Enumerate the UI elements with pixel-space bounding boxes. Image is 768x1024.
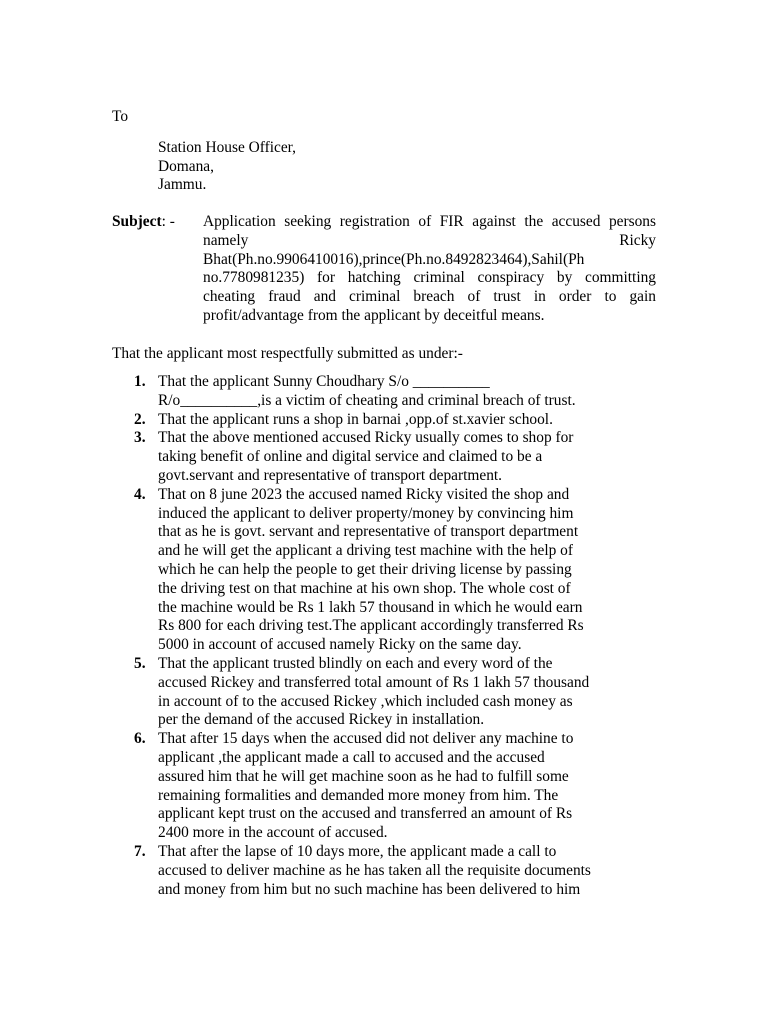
list-item bbox=[112, 411, 657, 430]
item-line: remaining formalities and demanded more money from him. The bbox=[158, 786, 559, 804]
item-line: 2400 more in the account of accused. bbox=[158, 824, 388, 842]
intro-paragraph: That the applicant most respectfully submitted as under:- bbox=[112, 345, 463, 362]
item-line: applicant kept trust on the accused and transferred an amount of Rs bbox=[158, 805, 573, 823]
item-line: accused Rickey and transferred total amount of Rs 1 lakh 57 thousand bbox=[158, 673, 590, 691]
addressee-line-3: Jammu. bbox=[158, 176, 207, 193]
list-item bbox=[112, 655, 657, 730]
subject-text: Application seeking registration of FIR against the accused persons namely Ricky Bhat(Ph.no.9906410016),prince(Ph.no.8492823464),Sahil(Ph no.7780981235) for hatching criminal conspiracy by committing cheating fraud and criminal breach of trust in order to gain profit/advantage from the applicant by deceitful means. bbox=[203, 213, 656, 324]
item-line: that as he is govt. servant and representative of transport department bbox=[158, 523, 579, 541]
item-line: the machine would be Rs 1 lakh 57 thousand in which he would earn bbox=[158, 598, 583, 616]
list-item bbox=[112, 486, 657, 655]
item-number: 5. bbox=[134, 654, 146, 672]
item-line: R/o__________,is a victim of cheating and criminal breach of trust. bbox=[158, 391, 576, 409]
item-line: and money from him but no such machine has been delivered to him bbox=[158, 880, 581, 898]
addressee-line-2: Domana, bbox=[158, 158, 214, 175]
item-line: 5000 in account of accused namely Ricky on the same day. bbox=[158, 636, 522, 654]
subject-separator: : - bbox=[161, 213, 175, 230]
item-number: 7. bbox=[134, 842, 146, 860]
item-number: 2. bbox=[134, 410, 146, 428]
item-line: and he will get the applicant a driving test machine with the help of bbox=[158, 542, 573, 560]
item-line: That after the lapse of 10 days more, the applicant made a call to bbox=[158, 842, 557, 860]
item-line: assured him that he will get machine soon as he had to fulfill some bbox=[158, 767, 569, 785]
item-line: That the applicant trusted blindly on each and every word of the bbox=[158, 654, 553, 672]
salutation-to: To bbox=[112, 108, 129, 125]
item-number: 1. bbox=[134, 373, 146, 390]
item-line: in account of to the accused Rickey ,which included cash money as bbox=[158, 692, 573, 710]
item-number: 6. bbox=[134, 730, 146, 748]
list-item bbox=[112, 373, 657, 411]
item-line: accused to deliver machine as he has taken all the requisite documents bbox=[158, 861, 591, 879]
list-item bbox=[112, 730, 657, 843]
item-line: per the demand of the accused Rickey in installation. bbox=[158, 711, 485, 729]
item-line: That the above mentioned accused Ricky usually comes to shop for bbox=[158, 429, 574, 447]
list-item bbox=[112, 429, 657, 485]
subject-heading bbox=[112, 213, 175, 232]
numbered-points-list bbox=[112, 373, 657, 899]
item-line: induced the applicant to deliver property/money by convincing him bbox=[158, 504, 574, 522]
item-line: That on 8 june 2023 the accused named Ricky visited the shop and bbox=[158, 485, 570, 503]
addressee-line-1: Station House Officer, bbox=[158, 139, 297, 156]
item-number: 4. bbox=[134, 485, 146, 503]
item-line: which he can help the people to get their driving license by passing bbox=[158, 560, 572, 578]
item-line: the driving test on that machine at his own shop. The whole cost of bbox=[158, 579, 571, 597]
subject-label: Subject bbox=[112, 213, 162, 230]
item-line: That the applicant runs a shop in barnai ,opp.of st.xavier school. bbox=[158, 410, 553, 428]
list-item bbox=[112, 843, 657, 899]
item-line: Rs 800 for each driving test.The applicant accordingly transferred Rs bbox=[158, 617, 584, 635]
item-line: That after 15 days when the accused did not deliver any machine to bbox=[158, 730, 574, 748]
item-line: applicant ,the applicant made a call to accused and the accused bbox=[158, 748, 545, 766]
item-line: govt.servant and representative of transport department. bbox=[158, 466, 503, 484]
item-line: taking benefit of online and digital service and claimed to be a bbox=[158, 448, 543, 466]
item-line: That the applicant Sunny Choudhary S/o __________ bbox=[158, 373, 490, 390]
item-number: 3. bbox=[134, 429, 146, 447]
